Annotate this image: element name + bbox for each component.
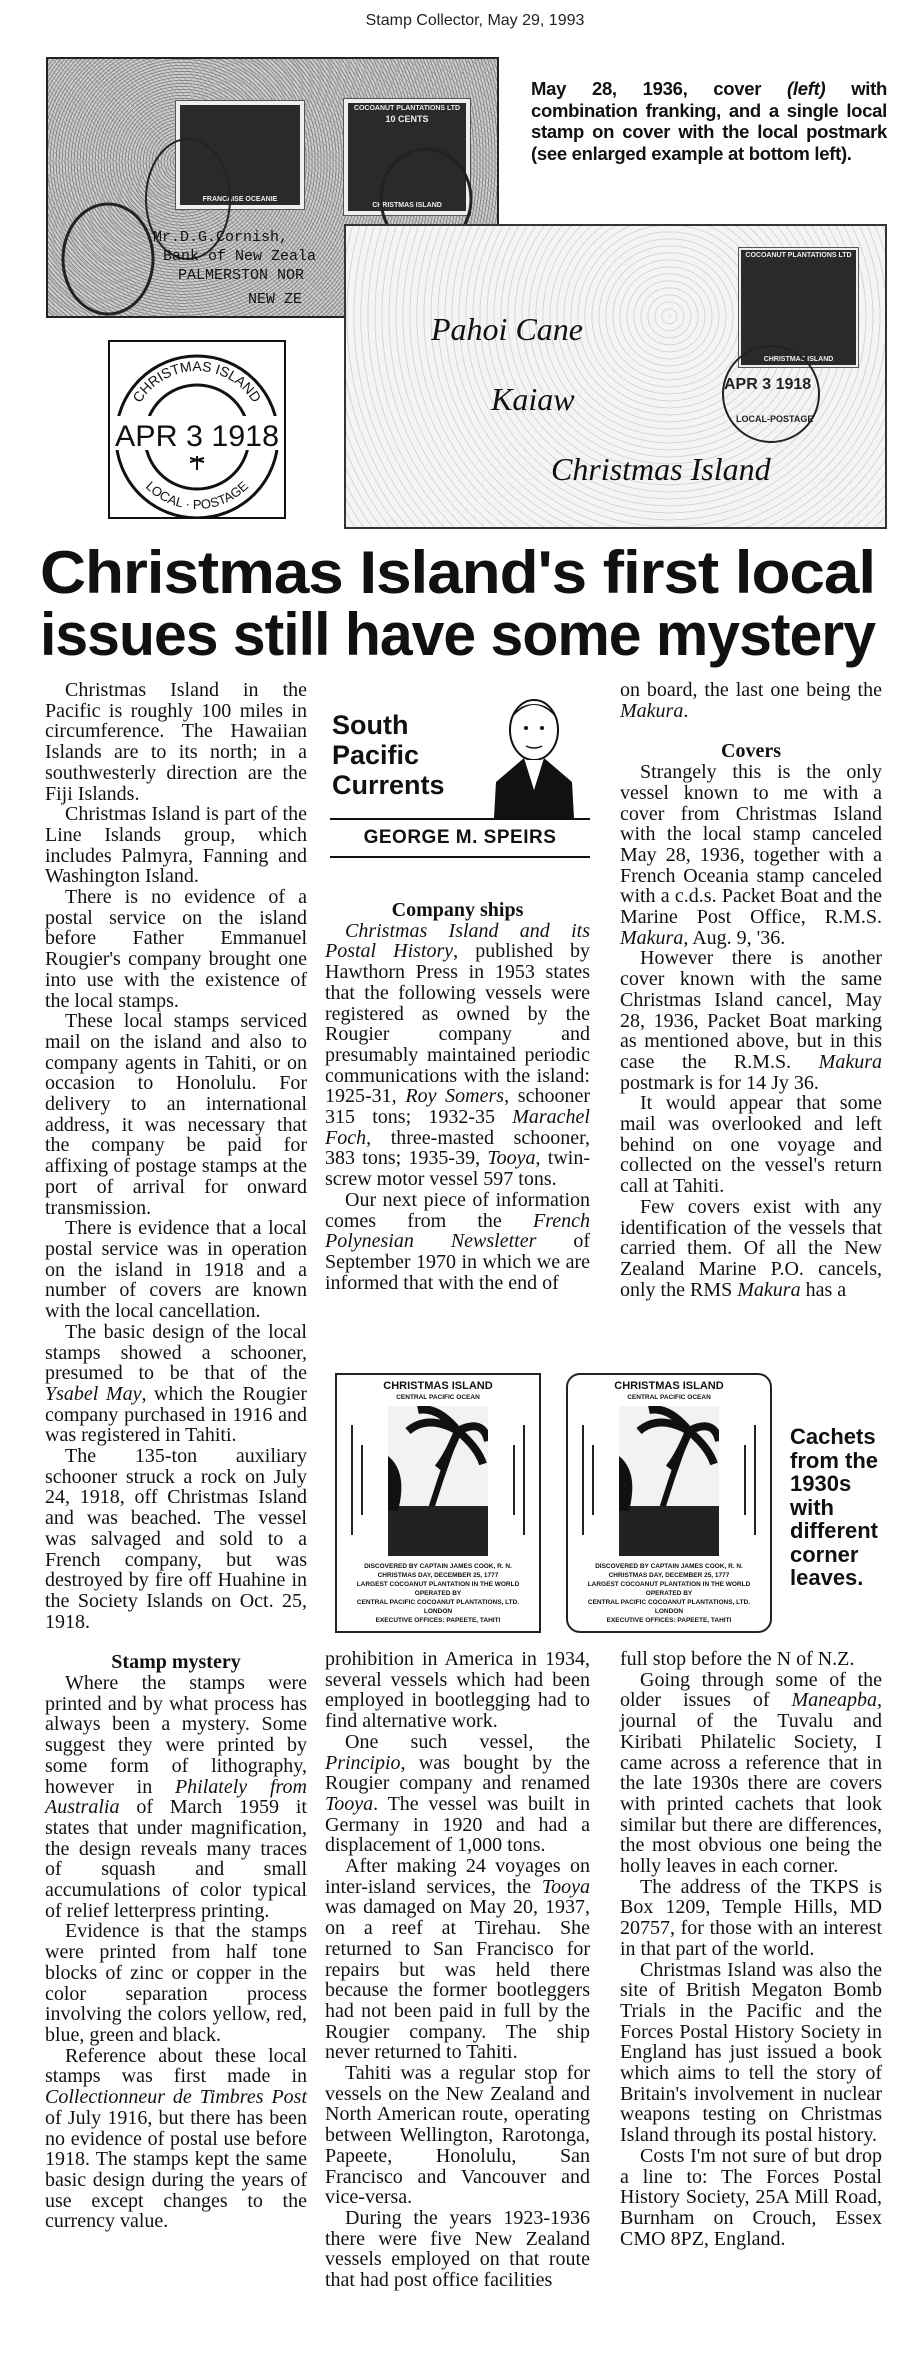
cachet-subtitle: CENTRAL PACIFIC OCEAN bbox=[396, 1394, 480, 1401]
italic-text: Ysabel May bbox=[45, 1382, 142, 1405]
text-run: Evidence is that the stamps were printed from half tone blocks of zinc or copper in the color separation process involving the colors yellow, red, blue, green and black. bbox=[45, 1920, 307, 2046]
cachet-text-line: LARGEST COCOANUT PLANTATION IN THE WORLD bbox=[587, 1581, 751, 1588]
stamp-label: FRANCAISE OCEANIE bbox=[202, 196, 278, 203]
text-run: with combination franking, and a single local stamp on cover with the local postmark (see enlarged example at bottom left). bbox=[531, 78, 887, 164]
text-run: Stamp mystery bbox=[111, 1651, 241, 1674]
italic-text: Makura bbox=[818, 1050, 882, 1073]
text-run: prohibition in America in 1934, several vessels which had been employed in bootlegging had to find alternative work. bbox=[325, 1648, 590, 1733]
text-run: Covers bbox=[721, 740, 781, 763]
paragraph bbox=[620, 1197, 882, 1301]
decorative-bar bbox=[754, 1425, 756, 1535]
text-run: There is evidence that a local postal service was in operation on the island in 1918 and a number of covers are known with the local cancellation. bbox=[45, 1217, 307, 1323]
divider bbox=[330, 818, 590, 820]
text-run: Christmas Island was also the site of British Megaton Bomb Trials in the Pacific and the Forces Postal History Society in England has just issued a book which aims to tell the story of Britain's involvement in nuclear weapons testing on Christmas Island through its postal history. bbox=[620, 1958, 882, 2147]
column-name-line: Pacific bbox=[332, 740, 420, 770]
paragraph bbox=[45, 887, 307, 1011]
text-run: During the years 1923-1936 there were five New Zealand vessels employed on that route that had post office facilities bbox=[325, 2206, 590, 2292]
stamp-label: COCOANUT PLANTATIONS LTD bbox=[353, 105, 461, 112]
text-run: Tahiti was a regular stop for vessels on the New Zealand and North American route, operating between Wellington, Rarotonga, Papeete, Honolulu, San Francisco and Vancouver and vice-versa. bbox=[325, 2062, 590, 2209]
text-run: It would appear that some mail was overlooked and left behind on one voyage and collected on the vessel's return call at Tahiti. bbox=[620, 1092, 882, 1198]
text-run: , schooner 315 tons; 1932-35 bbox=[325, 1085, 590, 1129]
stamp-label: CHRISTMAS ISLAND bbox=[372, 202, 442, 209]
postmark-date: APR 3 1918 bbox=[724, 376, 812, 393]
text-run: , twin-screw motor vessel 597 tons. bbox=[325, 1147, 590, 1191]
publication-masthead: Stamp Collector, May 29, 1993 bbox=[365, 12, 585, 29]
author-name: GEORGE M. SPEIRS bbox=[363, 827, 557, 848]
cachet-image bbox=[566, 1373, 772, 1633]
article-column-2-bottom bbox=[325, 1649, 590, 2291]
paragraph bbox=[45, 1322, 307, 1446]
palm-tree-icon bbox=[388, 1406, 488, 1556]
cachet-text-line: DISCOVERED BY CAPTAIN JAMES COOK, R. N. bbox=[364, 1563, 512, 1570]
text-run: was damaged on May 20, 1937, on a reef at Tirehau. She returned to San Francisco for repairs but was held there because the former bootleggers had not been paid in full by the Rougier company. The ship never returned to Tahiti. bbox=[325, 1896, 590, 2064]
palm-icon bbox=[190, 456, 204, 470]
address-line: NEW ZE bbox=[248, 291, 303, 308]
paragraph bbox=[45, 1011, 307, 1218]
text-run: Company ships bbox=[391, 899, 524, 921]
stamp-label: CHRISTMAS ISLAND bbox=[763, 356, 834, 363]
text-run: , three-masted schooner, 383 tons; 1935-39, bbox=[325, 1126, 590, 1170]
svg-text:CHRISTMAS ISLAND bbox=[129, 358, 265, 405]
paragraph bbox=[325, 1649, 590, 1732]
italic-text: Makura bbox=[620, 926, 684, 949]
cachet-title: CHRISTMAS ISLAND bbox=[383, 1380, 493, 1392]
column-name bbox=[332, 710, 445, 800]
decorative-bar bbox=[582, 1425, 584, 1535]
text-run: Going through some of the older issues of bbox=[620, 1668, 882, 1712]
text-run: full stop before the N of N.Z. bbox=[620, 1648, 855, 1670]
text-run: on board, the last one being the bbox=[620, 679, 882, 701]
text-run: has a bbox=[800, 1278, 847, 1301]
text-run: Christmas Island is part of the Line Islands group, which includes Palmyra, Fanning and Washington Island. bbox=[45, 803, 307, 888]
italic-text: Tooya bbox=[487, 1147, 536, 1170]
text-run: , which the Rougier company purchased in 1916 and was registered in Tahiti. bbox=[45, 1382, 307, 1447]
paragraph bbox=[325, 2208, 590, 2291]
section-heading bbox=[325, 900, 590, 921]
decorative-bar bbox=[361, 1445, 363, 1515]
paragraph bbox=[45, 2046, 307, 2232]
article-column-3-top bbox=[620, 680, 882, 1300]
text-run: of July 1916, but there has been no evidence of postal use before 1918. The stamps kept the same basic design during the years of use except changes to the currency value. bbox=[45, 2106, 307, 2233]
headline-line: Christmas Island's first local bbox=[40, 539, 875, 606]
cachet-text-line: EXECUTIVE OFFICES: PAPEETE, TAHITI bbox=[375, 1617, 501, 1624]
paragraph bbox=[620, 1093, 882, 1197]
cachet-subtitle: CENTRAL PACIFIC OCEAN bbox=[627, 1394, 711, 1401]
cachet-text-line: CENTRAL PACIFIC COCOANUT PLANTATIONS, LTD. bbox=[356, 1599, 520, 1606]
paragraph bbox=[325, 1190, 590, 1294]
article-column-1 bbox=[45, 680, 307, 2232]
headline-line: issues still have some mystery bbox=[40, 601, 875, 668]
text-run: Costs I'm not sure of but drop a line to: The Forces Postal History Society, 25A Mill Road, Burnham on Crouch, Essex CMO 8PZ, England. bbox=[620, 2144, 882, 2250]
cover-photo-1918 bbox=[344, 224, 887, 529]
paragraph bbox=[45, 1218, 307, 1322]
cachet-text-line: OPERATED BY bbox=[645, 1590, 693, 1597]
text-run: of March 1959 it states that under magnification, the design reveals many traces of squash and small accumulations of color typical of relief letterpress printing. bbox=[45, 1796, 307, 1922]
paragraph bbox=[325, 921, 590, 1190]
column-name-line: Currents bbox=[332, 770, 445, 800]
paragraph bbox=[325, 1732, 590, 1856]
section-heading bbox=[45, 1652, 307, 1673]
text-run: , published by Hawthorn Press in 1953 states that the following vessels were registered as owned by the Rougier company and presumably maintained periodic communications with the island: 1925-31, bbox=[325, 940, 590, 1108]
paragraph bbox=[620, 762, 882, 948]
postmark-graphic bbox=[110, 342, 284, 517]
cover-postmark bbox=[706, 344, 836, 454]
paragraph bbox=[45, 1921, 307, 2045]
text-run: These local stamps serviced mail on the island and also to company agents in Tahiti, or on occasion to Honolulu. For delivery to an international address, it was necessary that the company be paid for affixing of postage stamps at the port of arrival for onward transmission. bbox=[45, 1010, 307, 1219]
text-run: , was bought by the Rougier company and renamed bbox=[325, 1751, 590, 1795]
text-run: The address of the TKPS is Box 1209, Temple Hills, MD 20757, for those with an interest in that part of the world. bbox=[620, 1875, 882, 1960]
paragraph bbox=[620, 948, 882, 1093]
paragraph bbox=[620, 2146, 882, 2250]
paragraph bbox=[620, 1649, 882, 1670]
paragraph bbox=[45, 804, 307, 887]
text-run: , journal of the Tuvalu and Kiribati Philatelic Society, I came across a reference that in the late 1930s there are covers with printed cachets that look similar but there are differences, the most obvious one being the holly leaves in each corner. bbox=[620, 1689, 882, 1878]
cachet-text-line: LARGEST COCOANUT PLANTATION IN THE WORLD bbox=[356, 1581, 520, 1588]
text-run: The 135-ton auxiliary schooner struck a rock on July 24, 1918, off Christmas Island and was beached. The vessel was salvaged and sold to a French company, but was destroyed by fire off Huahine in the Society Islands on Oct. 25, 1918. bbox=[45, 1445, 307, 1633]
postmark-bottom-text: LOCAL · POSTAGE bbox=[143, 478, 251, 512]
text-run: Few covers exist with any identification of the vessels that carried them. Of all the New Zealand Marine P.O. cancels, only the RMS bbox=[620, 1195, 882, 1301]
paragraph bbox=[620, 1670, 882, 1877]
decorative-bar bbox=[744, 1445, 746, 1515]
handwritten-address-line: Kaiaw bbox=[491, 381, 575, 417]
text-run: Strangely this is the only vessel known to me with a cover from Christmas Island with the local stamp canceled May 28, 1936, together with a French Oceania stamp canceled with a c.d.s. Packet Boat and the Marine Post Office, R.M.S. bbox=[620, 761, 882, 929]
article-column-2-top bbox=[325, 900, 590, 1293]
photo-caption bbox=[531, 78, 887, 164]
palm-tree-illustration bbox=[619, 1406, 719, 1556]
article-headline bbox=[40, 539, 890, 668]
italic-text: Roy Somers bbox=[405, 1085, 505, 1108]
italic-text: French Polynesian Newsletter bbox=[325, 1209, 590, 1253]
section-heading bbox=[620, 741, 882, 762]
cachet-text-line: CENTRAL PACIFIC COCOANUT PLANTATIONS, LTD. bbox=[587, 1599, 751, 1606]
italic-text: Makura bbox=[620, 699, 684, 722]
text-run: . bbox=[683, 699, 689, 722]
cachet-title: CHRISTMAS ISLAND bbox=[614, 1380, 724, 1392]
postmark-date: APR 3 1918 bbox=[115, 420, 279, 453]
italic-text: Marachel Foch bbox=[325, 1106, 590, 1149]
italic-text: Tooya bbox=[325, 1792, 374, 1815]
postmark-text: LOCAL-POSTAGE bbox=[736, 414, 814, 424]
text-run: There is no evidence of a postal service on the island before Father Emmanuel Rougier's company brought one into use with the existence of the local stamps. bbox=[45, 886, 307, 1012]
text-run: . The vessel was built in Germany in 1920 and had a displacement of 1,000 tons. bbox=[325, 1792, 590, 1857]
paragraph bbox=[45, 1446, 307, 1632]
column-byline bbox=[330, 690, 590, 862]
italic-text: Principio bbox=[325, 1751, 401, 1774]
cachet-text-line: OPERATED BY bbox=[414, 1590, 462, 1597]
paragraph bbox=[620, 680, 882, 721]
cachet-text-line: LONDON bbox=[423, 1608, 453, 1615]
article-column-3-bottom bbox=[620, 1649, 882, 2249]
cachet-text-line: CHRISTMAS DAY, DECEMBER 25, 1777 bbox=[608, 1572, 730, 1579]
italic-text: Collectionneur de Timbres Post bbox=[45, 2086, 307, 2109]
decorative-bar bbox=[592, 1445, 594, 1515]
address-line: Bank of New Zeala bbox=[163, 248, 317, 265]
italic-text: Philately from Australia bbox=[45, 1775, 307, 1819]
address-line: Mr.D.G.Cornish, bbox=[153, 229, 289, 246]
stamp-value: 10 CENTS bbox=[385, 114, 429, 124]
enlarged-postmark bbox=[108, 340, 286, 519]
palm-tree-illustration bbox=[388, 1406, 488, 1556]
cachet-caption: Cachets from the 1930s with different corner leaves. bbox=[790, 1424, 878, 1590]
text-run: Our next piece of information comes from the bbox=[325, 1188, 590, 1232]
paragraph bbox=[325, 2063, 590, 2208]
text-run: However there is another cover known with the same Christmas Island cancel, May 28, 1936, Packet Boat marking as mentioned above, but in this case the R.M.S. bbox=[620, 947, 882, 1073]
text-run: Christmas Island in the Pacific is roughly 100 miles in circumference. The Hawaiian Islands are to its north; in a southwesterly direction are the Fiji Islands. bbox=[45, 679, 307, 805]
postmark-top-text: CHRISTMAS ISLAND bbox=[129, 357, 265, 406]
divider bbox=[330, 856, 590, 858]
text-run: , Aug. 9, '36. bbox=[683, 926, 786, 949]
stamp-label: COCOANUT PLANTATIONS LTD bbox=[745, 252, 852, 259]
cachet-text-line: CHRISTMAS DAY, DECEMBER 25, 1777 bbox=[377, 1572, 499, 1579]
italic-text: Makura bbox=[737, 1278, 801, 1301]
italic-text: Maneapba bbox=[791, 1689, 877, 1712]
paragraph bbox=[45, 1673, 307, 1921]
text-run: Reference about these local stamps was first made in bbox=[45, 2044, 307, 2088]
decorative-bar bbox=[513, 1445, 515, 1515]
handwritten-address-line: Pahoi Cane bbox=[431, 311, 583, 347]
text-run: The basic design of the local stamps showed a schooner, presumed to be that of the bbox=[45, 1320, 307, 1385]
author-portrait bbox=[490, 690, 578, 818]
column-name-line: South bbox=[332, 710, 409, 740]
cachet-text-line: DISCOVERED BY CAPTAIN JAMES COOK, R. N. bbox=[595, 1563, 743, 1570]
paragraph bbox=[45, 680, 307, 804]
paragraph bbox=[325, 1856, 590, 2063]
decorative-bar bbox=[351, 1425, 353, 1535]
text-run: One such vessel, the bbox=[345, 1730, 590, 1753]
text-run: After making 24 voyages on inter-island services, the bbox=[325, 1855, 590, 1898]
italic-text: (left) bbox=[787, 78, 826, 99]
cachet-image bbox=[335, 1373, 541, 1633]
decorative-bar bbox=[523, 1425, 525, 1535]
italic-text: Christmas Island and its Postal History bbox=[325, 919, 590, 963]
text-run: of September 1970 in which we are informed that with the end of bbox=[325, 1230, 590, 1294]
palm-tree-icon bbox=[619, 1406, 719, 1556]
text-run: May 28, 1936, cover bbox=[531, 78, 788, 99]
handwritten-address-line: Christmas Island bbox=[551, 451, 771, 487]
paragraph bbox=[620, 1877, 882, 1960]
cachet-text-line: LONDON bbox=[654, 1608, 684, 1615]
address-line: PALMERSTON NOR bbox=[178, 267, 305, 284]
text-run: postmark is for 14 Jy 36. bbox=[620, 1071, 819, 1094]
paragraph bbox=[620, 1960, 882, 2146]
text-run: Where the stamps were printed and by what process has always been a mystery. Some suggest they were printed by some form of lithography, however in bbox=[45, 1672, 307, 1798]
cachet-text-line: EXECUTIVE OFFICES: PAPEETE, TAHITI bbox=[606, 1617, 732, 1624]
italic-text: Tooya bbox=[541, 1875, 590, 1898]
